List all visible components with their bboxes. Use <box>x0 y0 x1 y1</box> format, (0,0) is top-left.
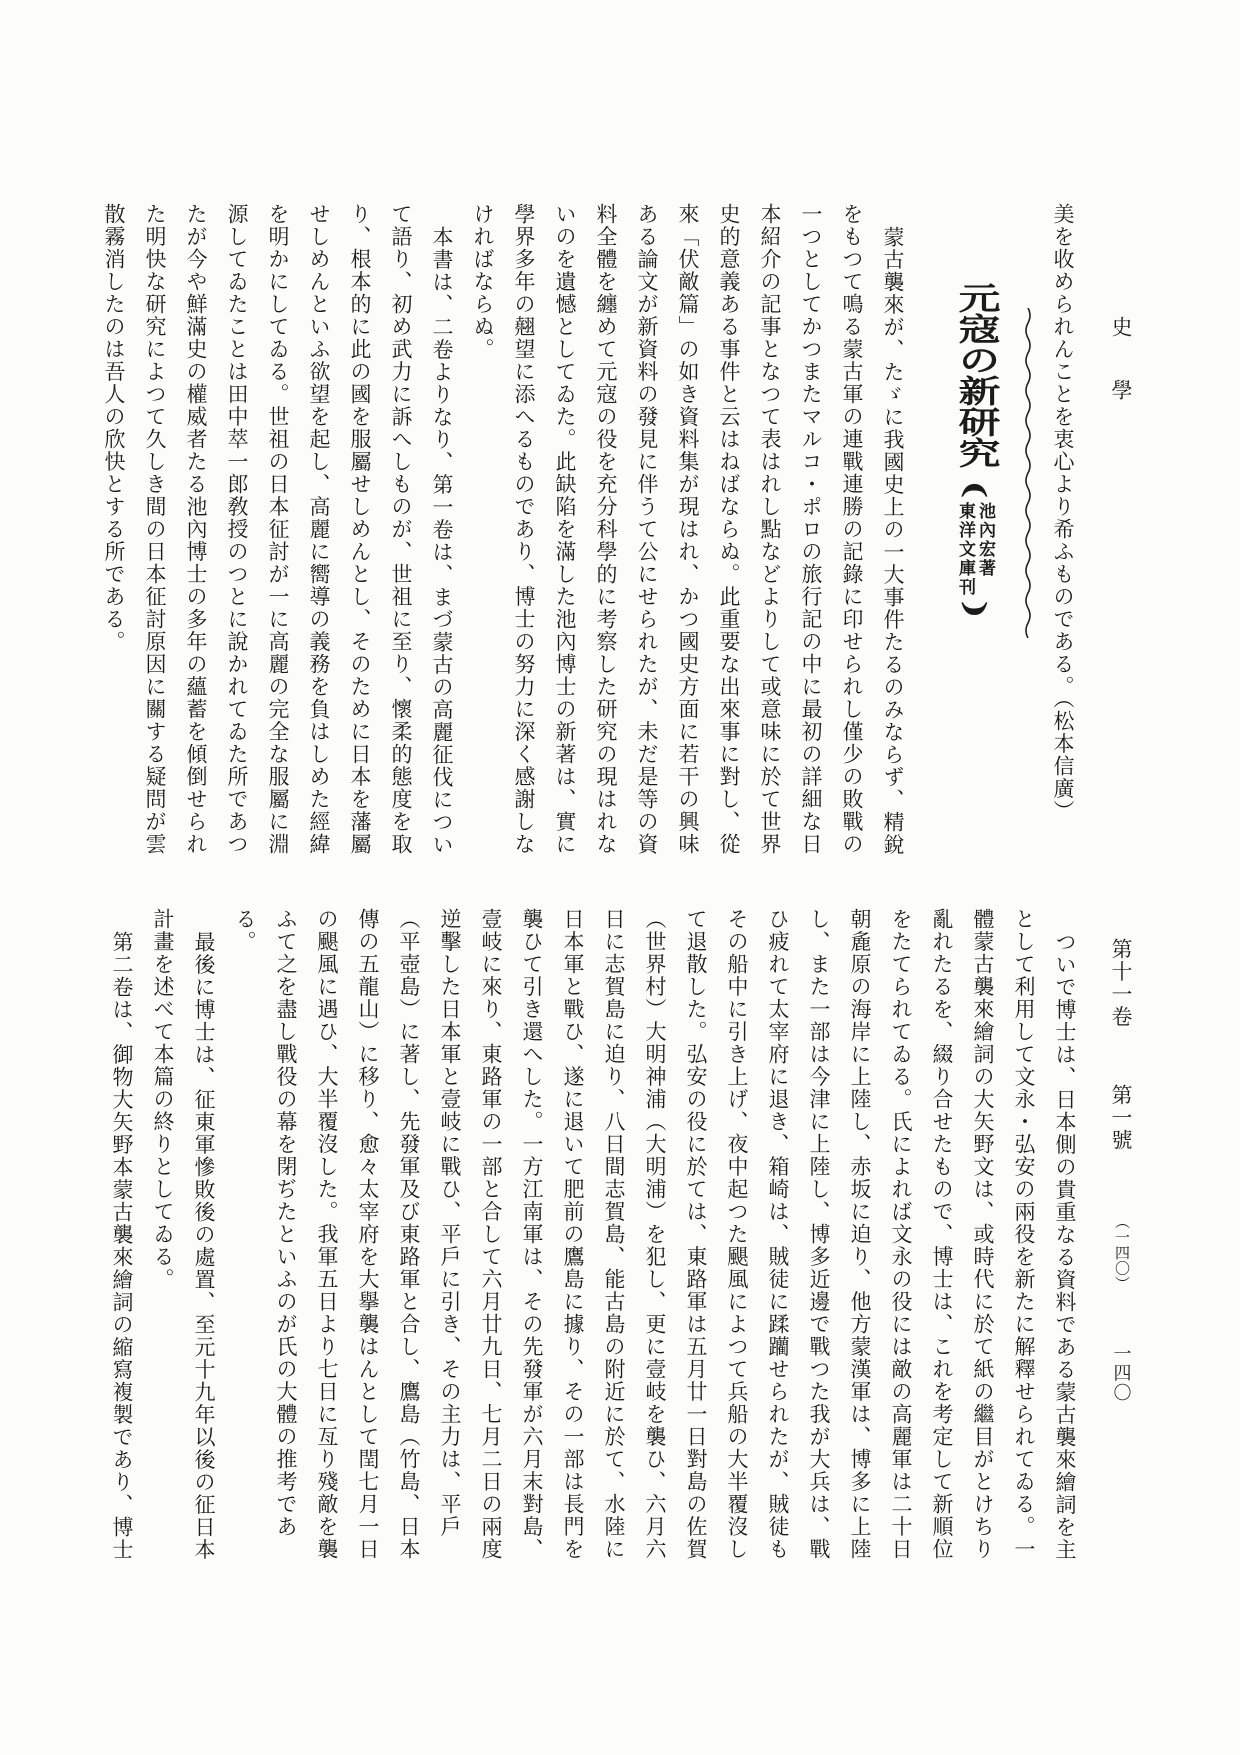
text-column: 傳の五龍山）に移り、愈々太宰府を大擧襲はんとして閏七月一日 <box>356 908 380 1561</box>
bottom-body-columns <box>111 908 1076 1561</box>
text-column: をたてられてゐる。氏によれば文永の役には敵の高麗軍は二十日 <box>889 908 913 1561</box>
bottom-register <box>111 905 1132 1585</box>
text-column: ある論文が新資料の發見に伴うて公にせられたが、未だ是等の資 <box>635 203 659 856</box>
wavy-divider <box>1024 308 1032 638</box>
text-column: 史的意義ある事件と云はねばならぬ。此重要な出來事に對し、從 <box>717 203 741 856</box>
previous-article-closing <box>1052 203 1074 823</box>
text-column: 一つとしてかつまたマルコ・ポロの旅行記の中に最初の詳細な日 <box>799 203 823 856</box>
text-column: 壹岐に來り、東路軍の一部と合して六月廿九日、七月二日の兩度 <box>479 908 503 1561</box>
volume-running-head <box>1110 905 1132 1403</box>
text-column: て語り、初め武力に訴へしものが、世祖に至り、懷柔的態度を取 <box>389 203 413 856</box>
text-column: 源してゐたことは田中萃一郎敎授のつとに說かれてゐた所であつ <box>225 203 249 856</box>
text-column: 朝麁原の海岸に上陸し、赤坂に迫り、他方蒙漢軍は、博多に上陸 <box>848 908 872 1561</box>
page-number: 一四〇 <box>1111 1344 1132 1403</box>
text-column: て退散した。弘安の役に於ては、東路軍は五月廿一日對島の佐賀 <box>684 908 708 1561</box>
text-column: を明かにしてゐる。世祖の日本征討が一に高麗の完全な服屬に淵 <box>266 203 290 856</box>
text-column: ければならぬ。 <box>471 203 495 361</box>
text-column: 蒙古襲來が、たゞに我國史上の一大事件たるのみならず、精銳 <box>881 226 905 856</box>
vertical-paren-open-icon: ( <box>960 481 993 499</box>
text-column: り、根本的に此の國を服屬せしめんとし、そのために日本を藩屬 <box>348 203 372 856</box>
text-column: ついで博士は、日本側の貴重なる資料である蒙古襲來繪詞を主 <box>1053 931 1077 1561</box>
text-column: 亂れたるを、綴り合せたもので、博士は、これを考定して新順位 <box>930 908 954 1561</box>
text-column: ふて之を盡し戰役の幕を閉ぢたといふのが氏の大體の推考であ <box>274 908 298 1538</box>
text-column: たが今や鮮滿史の權威者たる池內博士の多年の蘊蓄を傾倒せられ <box>184 203 208 856</box>
text-column: 體蒙古襲來繪詞の大矢野文は、或時代に於て紙の繼目がとけちり <box>971 908 995 1561</box>
text-column: （平壺島）に著し、先發軍及び東路軍と合し、鷹島（竹島、日本 <box>397 908 421 1561</box>
text-column: し、また一部は今津に上陸し、博多近邊で戰つた我が大兵は、戰 <box>807 908 831 1561</box>
text-column: 逆擊した日本軍と壹岐に戰ひ、平戶に引き、その主力は、平戶 <box>438 908 462 1538</box>
text-column: 最後に博士は、征東軍慘敗後の處置、至元十九年以後の征日本 <box>192 931 216 1561</box>
journal-running-head: 史學 <box>1109 316 1133 442</box>
text-column: として利用して文永・弘安の兩役を新たに解釋せられてゐる。一 <box>1012 908 1036 1561</box>
page-number-in-volume: （一四〇） <box>1113 1213 1129 1291</box>
text-column: 襲ひて引き還へした。一方江南軍は、その先發軍が六月末對島、 <box>520 908 544 1561</box>
text-column: 計畫を述べて本篇の終りとしてゐる。 <box>151 908 175 1291</box>
text-column: 第二卷は、御物大矢野本蒙古襲來繪詞の縮寫複製であり、博士 <box>110 931 134 1561</box>
review-title-block <box>942 282 1008 618</box>
title-note-columns <box>956 502 994 597</box>
text-column: いのを遺憾としてゐた。此缺陷を滿した池內博士の新著は、實に <box>553 203 577 856</box>
text-column: 學界多年の翹望に添へるものであり、博士の努力に深く感謝しな <box>512 203 536 856</box>
text-column: 來「伏敵篇」の如き資料集が現はれ、かつ國史方面に若干の興味 <box>676 203 700 856</box>
top-body-columns <box>103 203 904 856</box>
top-register <box>103 188 1132 866</box>
text-column: せしめんといふ欲望を起し、高麗に嚮導の義務を負はしめた經緯 <box>307 203 331 856</box>
text-column: ひ疲れて太宰府に退き、箱崎は、賊徒に蹂躪せられたが、賊徒も <box>766 908 790 1561</box>
previous-article-closing-text: 美を收められんことを衷心より希ふものである。 <box>1051 203 1075 698</box>
title-publisher: 東洋文庫刊 <box>956 502 975 597</box>
text-column: （世界村）大明神浦（大明浦）を犯し、更に壹岐を襲ひ、六月六 <box>643 908 667 1561</box>
text-column: 料全體を纏めて元寇の役を充分科學的に考察した研究の現はれな <box>594 203 618 856</box>
text-column: 本紹介の記事となつて表はれし點などよりして或意味に於て世界 <box>758 203 782 856</box>
title-note <box>956 481 995 618</box>
text-column: た明快な研究によつて久しき間の日本征討原因に關する疑問が雲 <box>143 203 167 856</box>
issue-label: 第一號 <box>1109 1084 1133 1152</box>
text-column: をもつて鳴る蒙古軍の連戰連勝の記錄に印せられし僅少の敗戰の <box>840 203 864 856</box>
text-column: 散霧消したのは吾人の欣快とする所である。 <box>102 203 126 653</box>
text-column: 日本軍と戰ひ、遂に退いて肥前の鷹島に據り、その一部は長門を <box>561 908 585 1561</box>
page-title: 元寇の新研究 <box>951 282 999 468</box>
text-column: る。 <box>233 908 257 953</box>
text-column: 本書は、二卷よりなり、第一卷は、まづ蒙古の高麗征伐につい <box>430 226 454 856</box>
text-column: その船中に引き上げ、夜中起つた颶風によつて兵船の大半覆沒し <box>725 908 749 1561</box>
title-author: 池內宏著 <box>976 502 995 578</box>
reviewer-name: （松本信廣） <box>1051 698 1075 823</box>
text-column: の颶風に遇ひ、大半覆沒した。我軍五日より七日に亙り殘敵を襲 <box>315 908 339 1561</box>
vertical-paren-close-icon: ) <box>960 600 993 618</box>
text-column: 日に志賀島に迫り、八日間志賀島、能古島の附近に於て、水陸に <box>602 908 626 1561</box>
volume-label: 第十一卷 <box>1109 938 1133 1028</box>
